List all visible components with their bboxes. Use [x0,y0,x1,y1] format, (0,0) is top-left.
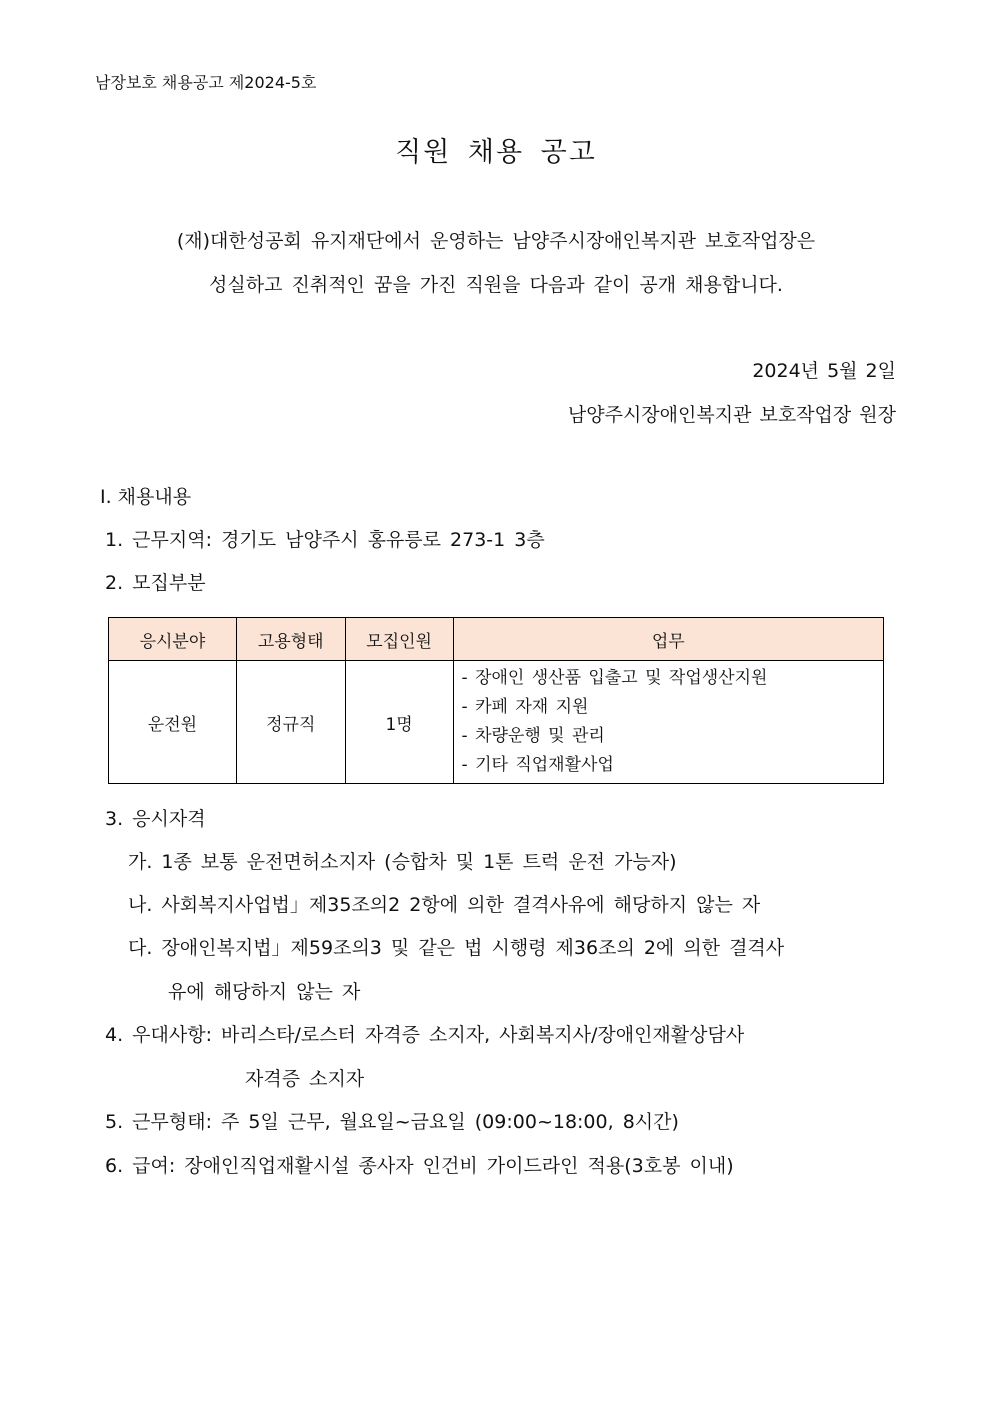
qualification-da-cont: 유에 해당하지 않는 자 [168,981,361,1003]
item-work-location: 1. 근무지역: 경기도 남양주시 홍유릉로 273-1 3층 [105,529,545,551]
header-field: 응시분야 [109,618,237,661]
cell-duties [453,661,883,784]
page-title: 직원 채용 공고 [395,137,597,168]
item-work-type: 5. 근무형태: 주 5일 근무, 월요일~금요일 (09:00~18:00, 8시간) [105,1111,679,1133]
header-count: 모집인원 [345,618,453,661]
qualification-da: 다. 장애인복지법」제59조의3 및 같은 법 시행령 제36조의 2에 의한 결격사 [128,937,785,959]
item-recruit-section: 2. 모집부분 [105,572,206,594]
qualification-ga: 가. 1종 보통 운전면허소지자 (승합차 및 1톤 트럭 운전 가능자) [128,851,677,873]
intro-line-1: (재)대한성공회 유지재단에서 운영하는 남양주시장애인복지관 보호작업장은 [176,230,816,252]
item-preferences: 4. 우대사항: 바리스타/로스터 자격증 소지자, 사회복지사/장애인재활상담사 [105,1024,745,1046]
notice-date: 2024년 5월 2일 [752,360,896,382]
recruit-table [108,617,884,784]
issuer: 남양주시장애인복지관 보호작업장 원장 [567,404,896,426]
duty-item: - 차량운행 및 관리 [461,726,605,746]
item-salary: 6. 급여: 장애인직업재활시설 종사자 인건비 가이드라인 적용(3호봉 이내) [105,1155,734,1177]
intro-line-2: 성실하고 진취적인 꿈을 가진 직원을 다음과 같이 공개 채용합니다. [209,274,783,296]
header-employment-type: 고용형태 [236,618,345,661]
table-row [109,661,884,784]
header-duties: 업무 [453,618,883,661]
cell-count: 1명 [345,661,453,784]
duty-item: - 카페 자재 지원 [461,697,589,717]
qualification-na: 나. 사회복지사업법」제35조의2 2항에 의한 결격사유에 해당하지 않는 자 [128,894,761,916]
cell-employment-type: 정규직 [236,661,345,784]
notice-number: 남장보호 채용공고 제2024-5호 [95,73,317,92]
cell-field: 운전원 [109,661,237,784]
duty-item: - 기타 직업재활사업 [461,755,614,775]
table-header-row [109,618,884,661]
duty-item: - 장애인 생산품 입출고 및 작업생산지원 [461,668,768,688]
item-preferences-cont: 자격증 소지자 [245,1068,365,1090]
item-qualifications: 3. 응시자격 [105,808,206,830]
section-title: Ⅰ. 채용내용 [100,486,192,508]
